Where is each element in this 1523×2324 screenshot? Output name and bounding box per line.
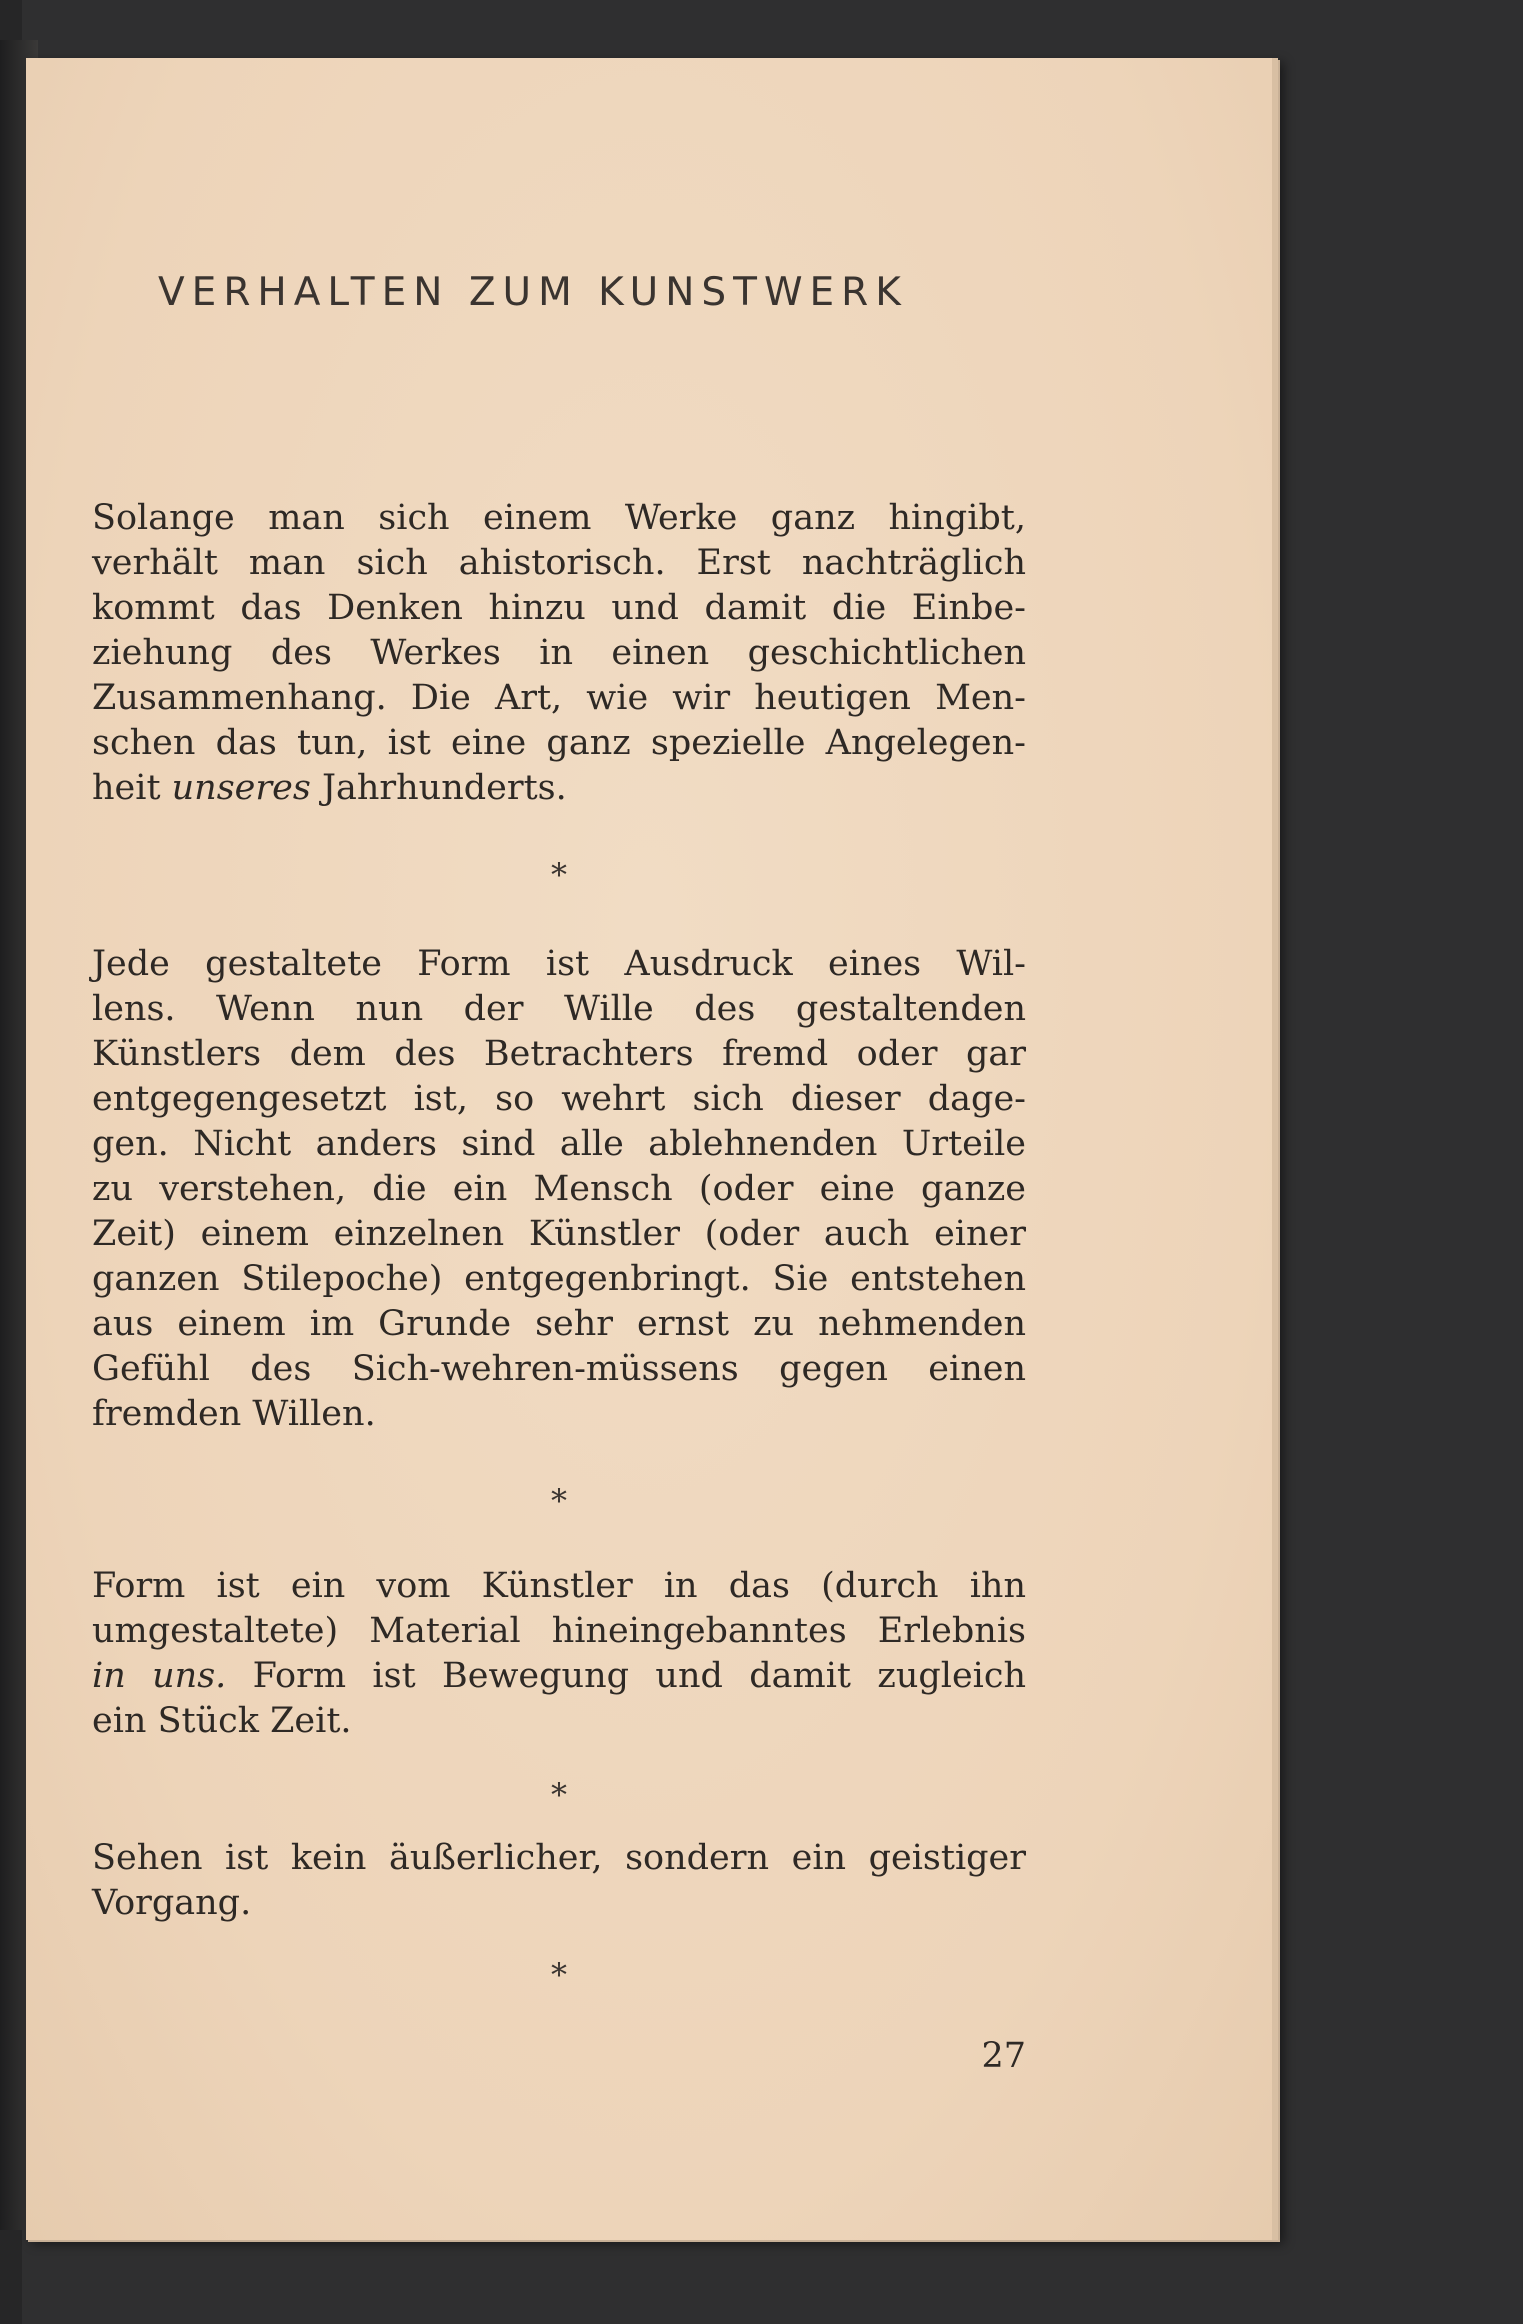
- text-line: umgestaltete) Material hineingebanntes Erlebnis: [92, 1611, 1026, 1651]
- section-separator-asterisk: *: [551, 1956, 567, 1994]
- text-line: gen. Nicht anders sind alle ablehnenden Urteile: [92, 1124, 1026, 1164]
- italic-emphasis: unseres: [171, 768, 311, 808]
- text-run: heit: [92, 768, 172, 808]
- text-line: ganzen Stilepoche) entgegenbringt. Sie entstehen: [92, 1259, 1026, 1299]
- text-line: Solange man sich einem Werke ganz hingibt,: [92, 498, 1026, 538]
- page-number: 27: [981, 2036, 1026, 2076]
- text-line: entgegengesetzt ist, so wehrt sich dieser dage-: [92, 1079, 1026, 1119]
- text-line: Künstlers dem des Betrachters fremd oder gar: [92, 1034, 1026, 1074]
- section-separator-asterisk: *: [551, 856, 567, 894]
- text-line-mixed: [92, 1654, 1026, 1699]
- text-run: Jahrhunderts.: [310, 768, 567, 808]
- italic-emphasis: in uns.: [92, 1656, 227, 1696]
- text-line: Zeit) einem einzelnen Künstler (oder auch einer: [92, 1214, 1026, 1254]
- text-line: schen das tun, ist eine ganz spezielle Angelegen-: [92, 723, 1026, 763]
- text-run: Form ist Bewegung und damit zugleich: [226, 1656, 1027, 1696]
- book-page: [26, 58, 1278, 2240]
- text-line: ziehung des Werkes in einen geschichtlichen: [92, 633, 1026, 673]
- text-line: fremden Willen.: [92, 1394, 376, 1434]
- section-separator-asterisk: *: [551, 1482, 567, 1520]
- section-separator-asterisk: *: [551, 1776, 567, 1814]
- text-line: Form ist ein vom Künstler in das (durch ihn: [92, 1566, 1026, 1606]
- text-line: Jede gestaltete Form ist Ausdruck eines Wil-: [92, 944, 1026, 984]
- text-line: Gefühl des Sich-wehren-müssens gegen einen: [92, 1349, 1026, 1389]
- text-line: lens. Wenn nun der Wille des gestaltenden: [92, 989, 1026, 1029]
- text-line: ein Stück Zeit.: [92, 1701, 352, 1741]
- text-line: Vorgang.: [92, 1883, 252, 1923]
- text-line: verhält man sich ahistorisch. Erst nachträglich: [92, 543, 1026, 583]
- chapter-heading: VERHALTEN ZUM KUNSTWERK: [158, 270, 908, 315]
- page-text-block: [92, 58, 1026, 2240]
- text-line-mixed: [92, 766, 1026, 811]
- text-line: zu verstehen, die ein Mensch (oder eine ganze: [92, 1169, 1026, 1209]
- text-line: kommt das Denken hinzu und damit die Einbe-: [92, 588, 1026, 628]
- text-line: Zusammenhang. Die Art, wie wir heutigen Men-: [92, 678, 1026, 718]
- text-line: aus einem im Grunde sehr ernst zu nehmenden: [92, 1304, 1026, 1344]
- text-line: Sehen ist kein äußerlicher, sondern ein geistiger: [92, 1838, 1026, 1878]
